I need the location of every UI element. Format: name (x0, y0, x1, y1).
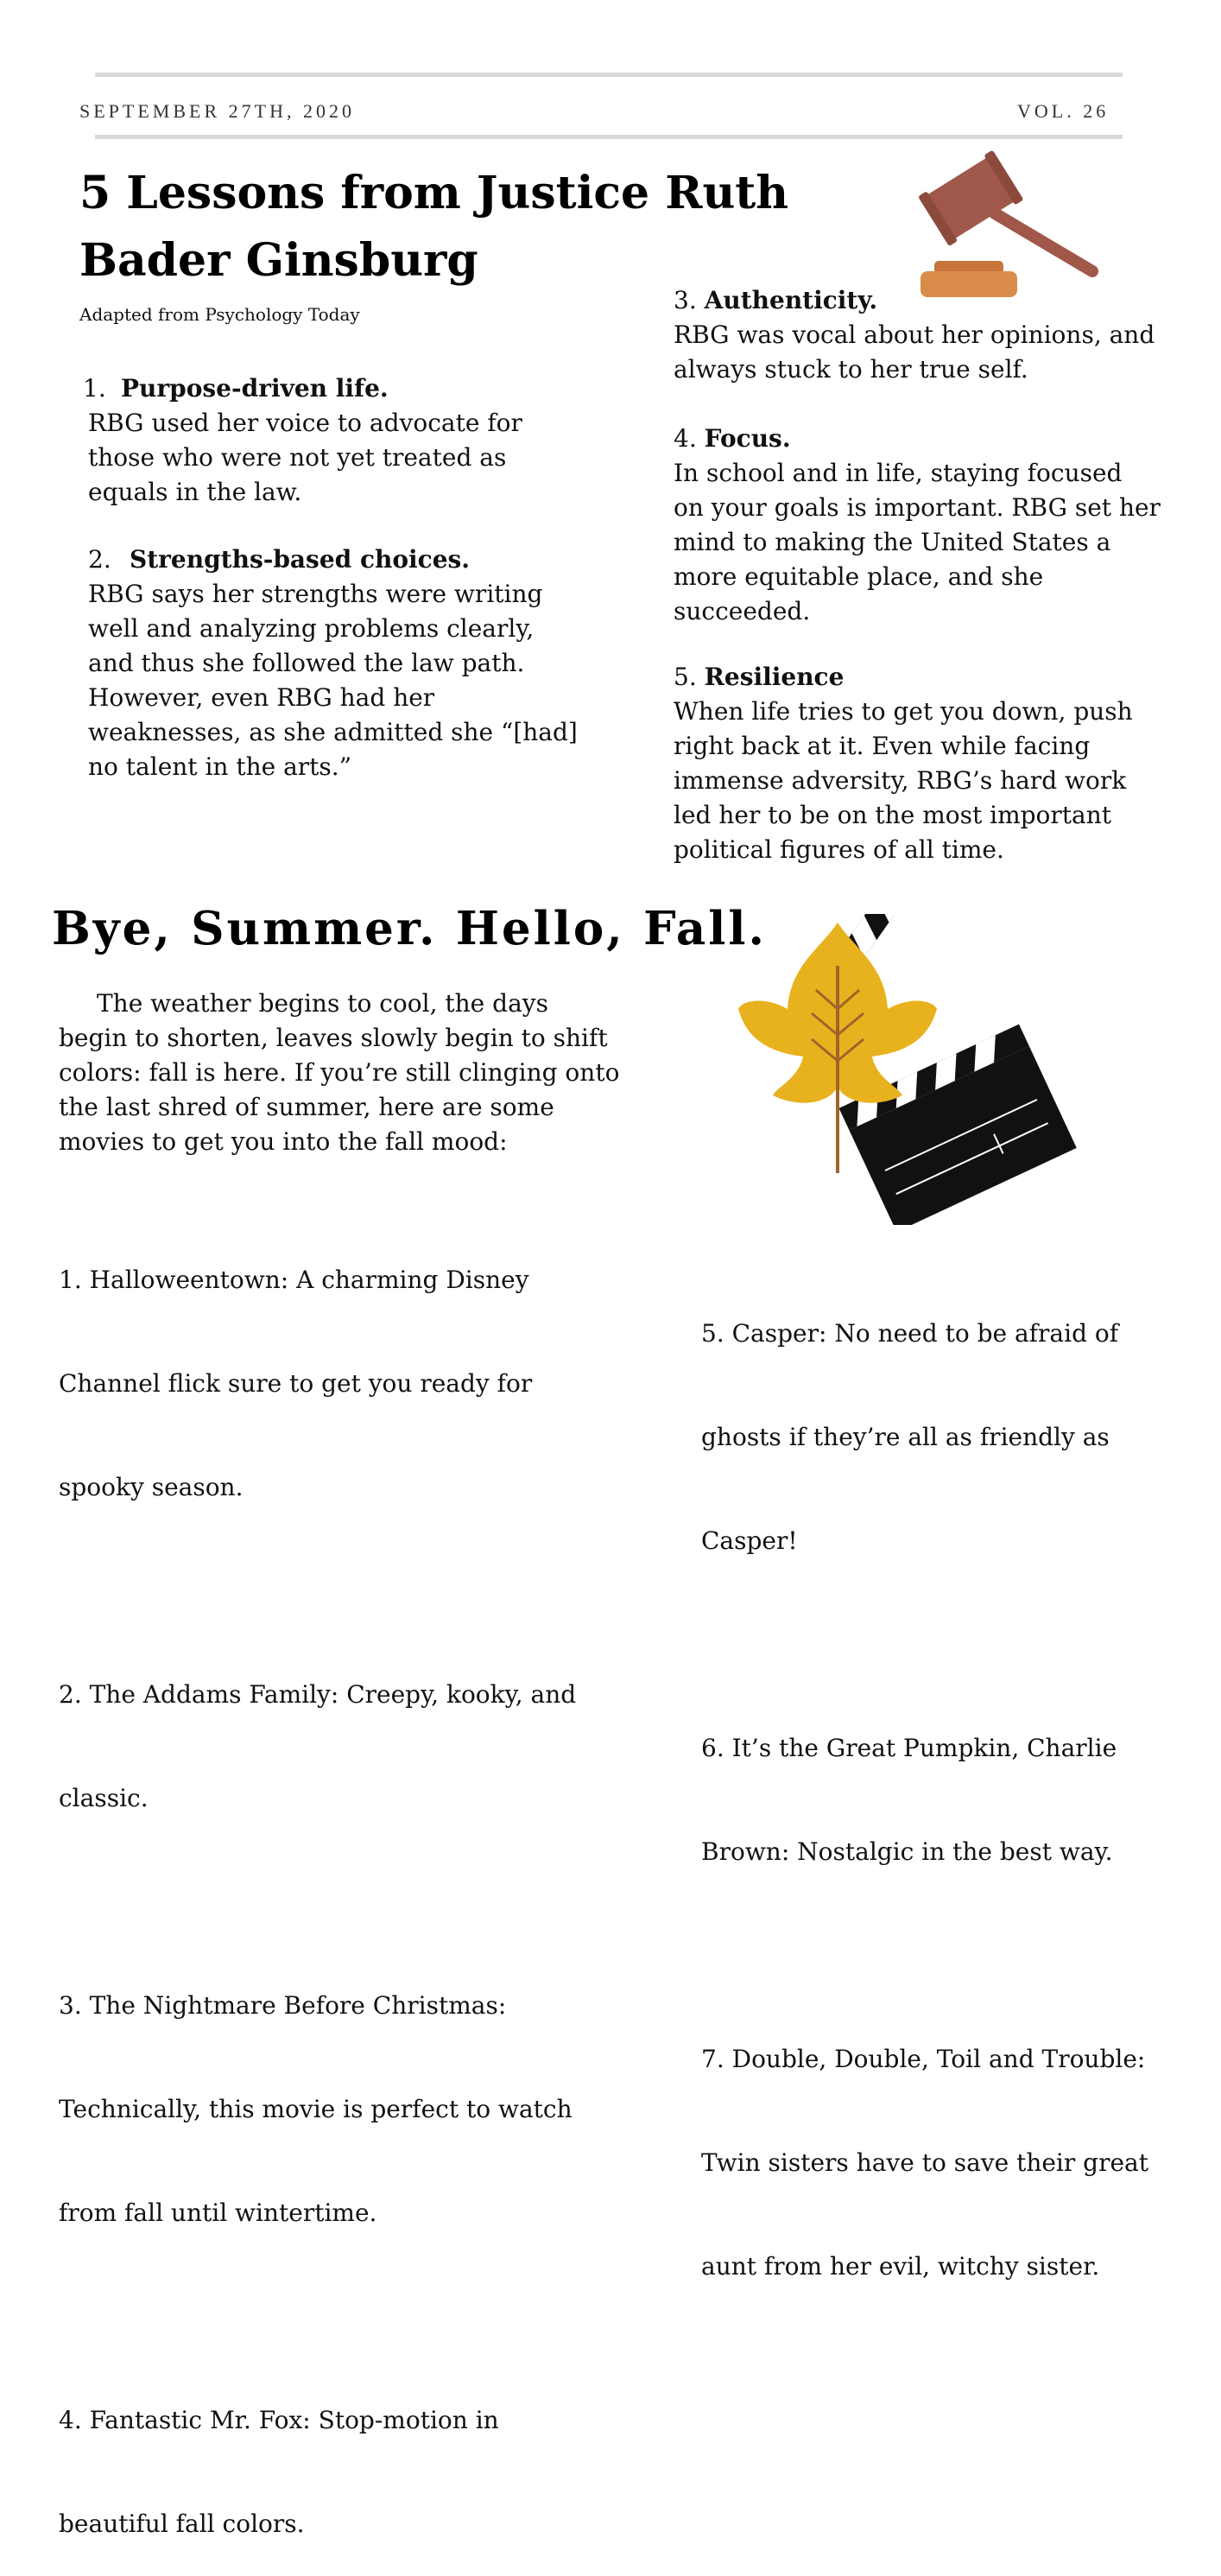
lesson-3-text-1: RBG was vocal about her opinions, and (674, 320, 1155, 349)
lesson-5 (674, 660, 1192, 867)
masthead-bottom-rule (95, 135, 1123, 139)
issue-volume: VOL. 26 (1017, 100, 1110, 122)
lesson-1 (83, 371, 584, 510)
lesson-3 (674, 283, 1192, 387)
article-title-line-1: 5 Lessons from Justice Ruth (79, 167, 789, 219)
lesson-4 (674, 422, 1192, 629)
lesson-5-text-2: right back at it. Even while facing (674, 732, 1091, 760)
lesson-1-text-1: RBG used her voice to advocate for (88, 409, 522, 437)
lesson-2-text-3: and thus she followed the law path. (88, 649, 525, 677)
fall-article-title: Bye, Summer. Hello, Fall. (52, 902, 767, 955)
lesson-1-text-3: equals in the law. (88, 478, 302, 506)
lesson-1-text-2: those who were not yet treated as (88, 443, 507, 472)
lesson-5-text-5: political figures of all time. (674, 835, 1004, 864)
movie-list-right (701, 1247, 1202, 2319)
lesson-4-text-5: succeeded. (674, 597, 811, 625)
movie-2-line-2: classic. (59, 1784, 149, 1812)
movie-1-line-1: 1. Halloweentown: A charming Disney (59, 1266, 529, 1294)
lesson-2-number: 2. (88, 545, 111, 574)
lesson-4-text-1: In school and in life, staying focused (674, 459, 1123, 487)
lesson-3-number: 3. (674, 286, 697, 314)
movie-2-line-1: 2. The Addams Family: Creepy, kooky, and (59, 1680, 577, 1709)
lesson-2-text-6: no talent in the arts.” (88, 752, 352, 781)
fall-intro-line-2: begin to shorten, leaves slowly begin to shift (59, 1024, 608, 1052)
lesson-4-text-4: more equitable place, and she (674, 562, 1044, 591)
fall-intro-line-5: movies to get you into the fall mood: (59, 1127, 508, 1156)
lesson-2-text-2: well and analyzing problems clearly, (88, 614, 535, 643)
movie-5-line-2: ghosts if they’re all as friendly as (701, 1423, 1110, 1451)
lesson-5-text-1: When life tries to get you down, push (674, 697, 1133, 726)
movie-7-line-1: 7. Double, Double, Toil and Trouble: (701, 2045, 1146, 2073)
movie-3-line-2: Technically, this movie is perfect to watch (59, 2095, 573, 2123)
movie-1-line-2: Channel flick sure to get you ready for (59, 1369, 533, 1398)
lesson-2-text-5: weaknesses, as she admitted she “[had] (88, 718, 578, 746)
fall-intro-line-1: The weather begins to cool, the days (97, 989, 548, 1018)
movie-4-line-1: 4. Fantastic Mr. Fox: Stop-motion in (59, 2406, 499, 2434)
lesson-2-text-4: However, even RBG had her (88, 683, 435, 712)
lesson-4-text-2: on your goals is important. RBG set her (674, 493, 1161, 522)
lesson-2 (88, 542, 589, 784)
article-title (79, 160, 788, 295)
lesson-5-number: 5. (674, 663, 697, 691)
fall-intro-line-4: the last shred of summer, here are some (59, 1093, 554, 1121)
movie-3-line-1: 3. The Nightmare Before Christmas: (59, 1991, 507, 2020)
lesson-2-heading: Strengths-based choices. (130, 545, 471, 574)
movie-6-line-2: Brown: Nostalgic in the best way. (701, 1837, 1113, 1866)
movie-5-line-3: Casper! (701, 1526, 798, 1555)
movie-list-left (59, 1194, 646, 2576)
lesson-1-number: 1. (83, 374, 106, 403)
fall-illustration (725, 914, 1105, 1225)
masthead-top-rule (95, 73, 1123, 77)
article-title-line-2: Bader Ginsburg (79, 234, 478, 287)
movie-7-line-3: aunt from her evil, witchy sister. (701, 2252, 1100, 2281)
lesson-4-text-3: mind to making the United States a (674, 528, 1111, 556)
movie-5-line-1: 5. Casper: No need to be afraid of (701, 1319, 1119, 1348)
lesson-5-heading: Resilience (704, 663, 845, 691)
lesson-2-text-1: RBG says her strengths were writing (88, 580, 543, 608)
movie-1-line-3: spooky season. (59, 1473, 244, 1501)
lesson-5-text-4: led her to be on the most important (674, 801, 1112, 829)
movie-7-line-2: Twin sisters have to save their great (701, 2148, 1148, 2177)
lesson-3-heading: Authenticity. (704, 286, 878, 314)
movie-3-line-3: from fall until wintertime. (59, 2198, 377, 2227)
lesson-3-text-2: always stuck to her true self. (674, 355, 1028, 384)
fall-intro (59, 987, 646, 1159)
fall-intro-line-3: colors: fall is here. If you’re still clinging onto (59, 1058, 620, 1087)
lesson-1-heading: Purpose-driven life. (121, 374, 389, 403)
lesson-4-heading: Focus. (704, 424, 791, 453)
lesson-5-text-3: immense adversity, RBG’s hard work (674, 766, 1127, 795)
movie-6-line-1: 6. It’s the Great Pumpkin, Charlie (701, 1734, 1117, 1762)
lesson-4-number: 4. (674, 424, 697, 453)
issue-date: SEPTEMBER 27TH, 2020 (79, 100, 355, 122)
article-source: Adapted from Psychology Today (79, 304, 360, 325)
movie-4-line-2: beautiful fall colors. (59, 2509, 305, 2538)
